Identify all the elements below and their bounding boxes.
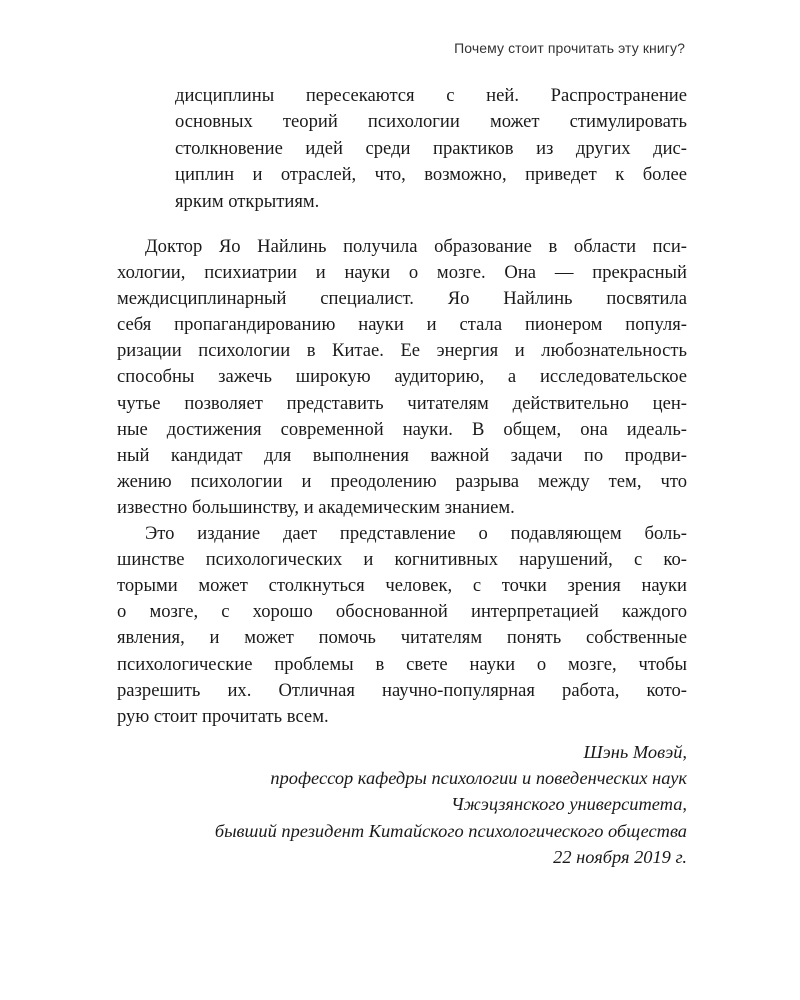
paragraph-line: хологии, психиатрии и науки о мозге. Она — прекрасный xyxy=(117,262,687,284)
quote-line: основных теорий психологии может стимулировать xyxy=(175,111,687,133)
quote-line: дисциплины пересекаются с ней. Распространение xyxy=(175,85,687,106)
paragraph-line: разрешить их. Отличная научно-популярная работа, кото- xyxy=(117,679,687,701)
quote-line: циплин и отраслей, что, возможно, приведет к более xyxy=(175,164,687,186)
paragraph-line: известно большинству, и академическим знанием. xyxy=(117,496,515,518)
quote-line: столкновение идей среди практиков из других дис- xyxy=(175,137,687,159)
signature-block xyxy=(87,739,687,870)
paragraph-line: ные достижения современной науки. В общем, она идеаль- xyxy=(117,418,687,440)
paragraph-1 xyxy=(117,234,687,521)
paragraph-line: Доктор Яо Найлинь получила образование в области пси- xyxy=(145,236,687,257)
paragraph-line: Это издание дает представление о подавляющем боль- xyxy=(145,523,687,545)
paragraph-line: междисциплинарный специалист. Яо Найлинь посвятила xyxy=(117,288,687,310)
paragraph-line: способны зажечь широкую аудиторию, а исследовательское xyxy=(117,366,687,388)
paragraph-line: рую стоит прочитать всем. xyxy=(117,705,329,727)
quote-line: ярким открытиям. xyxy=(175,190,320,212)
signature-position: профессор кафедры психологии и поведенческих наук xyxy=(270,768,687,789)
paragraph-line: явления, и может помочь читателям понять собственные xyxy=(117,627,687,649)
signature-name: Шэнь Мовэй, xyxy=(583,742,687,762)
running-header: Почему стоит прочитать эту книгу? xyxy=(454,40,685,56)
signature-former-role: бывший президент Китайского психологического общества xyxy=(214,820,687,841)
paragraph-line: торыми может столкнуться человек, с точки зрения науки xyxy=(117,575,687,597)
paragraph-line: ный кандидат для выполнения важной задачи по продви- xyxy=(117,444,687,466)
indented-quote-block xyxy=(175,83,687,215)
paragraph-line: психологические проблемы в свете науки о мозге, чтобы xyxy=(117,653,687,675)
paragraph-line: чутье позволяет представить читателям действительно цен- xyxy=(117,392,687,414)
signature-university: Чжэцзянского университета, xyxy=(450,794,687,815)
paragraph-line: о мозге, с хорошо обоснованной интерпретацией каждого xyxy=(117,601,687,623)
signature-date: 22 ноября 2019 г. xyxy=(553,846,687,867)
paragraph-line: жению психологии и преодолению разрыва между тем, что xyxy=(117,470,687,492)
paragraph-line: шинстве психологических и когнитивных нарушений, с ко- xyxy=(117,549,687,571)
paragraph-2 xyxy=(117,521,687,730)
paragraph-line: себя пропагандированию науки и стала пионером популя- xyxy=(117,314,687,336)
body-text xyxy=(117,234,687,730)
paragraph-line: ризации психологии в Китае. Ее энергия и любознательность xyxy=(117,340,687,362)
